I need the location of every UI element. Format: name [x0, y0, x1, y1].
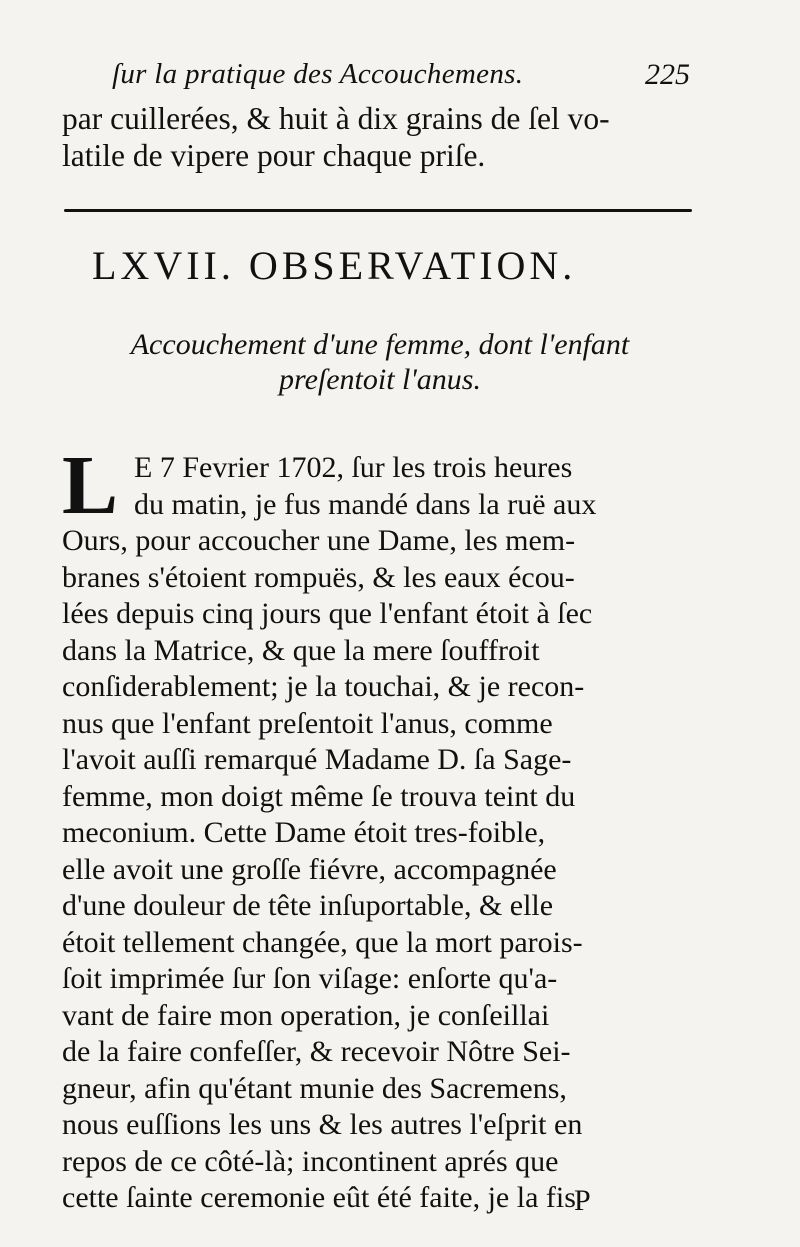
- body-line: lées depuis cinq jours que l'enfant étoit à ſec: [62, 597, 593, 630]
- continuation-line: par cuillerées, & huit à dix grains de ſel vo-: [62, 101, 610, 136]
- drop-cap: L: [62, 439, 119, 532]
- body-line: étoit tellement changée, que la mort parois-: [62, 925, 583, 959]
- signature-mark: P: [574, 1184, 591, 1217]
- body-line: dans la Matrice, & que la mere ſouffroit: [62, 633, 540, 667]
- body-line: Ours, pour accoucher une Dame, les mem-: [62, 524, 576, 557]
- body-line: nous euſſions les uns & les autres l'eſprit en: [62, 1108, 583, 1141]
- continuation-text: [62, 100, 692, 174]
- subtitle-line: Accouchement d'une femme, dont l'enfant: [130, 328, 630, 361]
- body-line: nus que l'enfant preſentoit l'anus, comme: [62, 706, 553, 740]
- body-line: ſoit imprimée ſur ſon viſage: enſorte qu'a-: [62, 962, 558, 995]
- body-line: conſiderablement; je la touchai, & je recon-: [62, 670, 585, 703]
- body-line: de la faire confeſſer, & recevoir Nôtre Sei-: [62, 1035, 571, 1068]
- body-line: meconium. Cette Dame étoit tres-foible,: [62, 816, 546, 849]
- body-line: E 7 Fevrier 1702, ſur les trois heures: [134, 451, 573, 484]
- body-line: gneur, afin qu'étant munie des Sacremens,: [62, 1071, 567, 1105]
- continuation-line: latile de vipere pour chaque priſe.: [62, 138, 486, 173]
- body-line: l'avoit auſſi remarqué Madame D. ſa Sage-: [62, 743, 572, 776]
- section-rule: [64, 209, 692, 212]
- subtitle-line: preſentoit l'anus.: [279, 363, 481, 396]
- body-line: femme, mon doigt même ſe trouva teint du: [62, 779, 576, 813]
- body-line: cette ſainte ceremonie eût été faite, je la fis: [62, 1181, 576, 1214]
- page-number: 225: [645, 58, 690, 91]
- body-line: d'une douleur de tête inſuportable, & elle: [62, 889, 554, 922]
- observation-title: LXVII. OBSERVATION.: [92, 243, 577, 288]
- body-line: du matin, je fus mandé dans la ruë aux: [134, 487, 597, 521]
- observation-subtitle: [62, 327, 698, 397]
- body-line: branes s'étoient rompuës, & les eaux écou-: [62, 560, 575, 594]
- running-head: ſur la pratique des Accouchemens.: [112, 58, 524, 90]
- body-line: vant de faire mon operation, je conſeillai: [62, 998, 550, 1032]
- body-line: elle avoit une groſſe fiévre, accompagnée: [62, 852, 557, 886]
- body-text: [62, 439, 702, 1217]
- body-line: repos de ce côté-là; incontinent aprés que: [62, 1144, 559, 1178]
